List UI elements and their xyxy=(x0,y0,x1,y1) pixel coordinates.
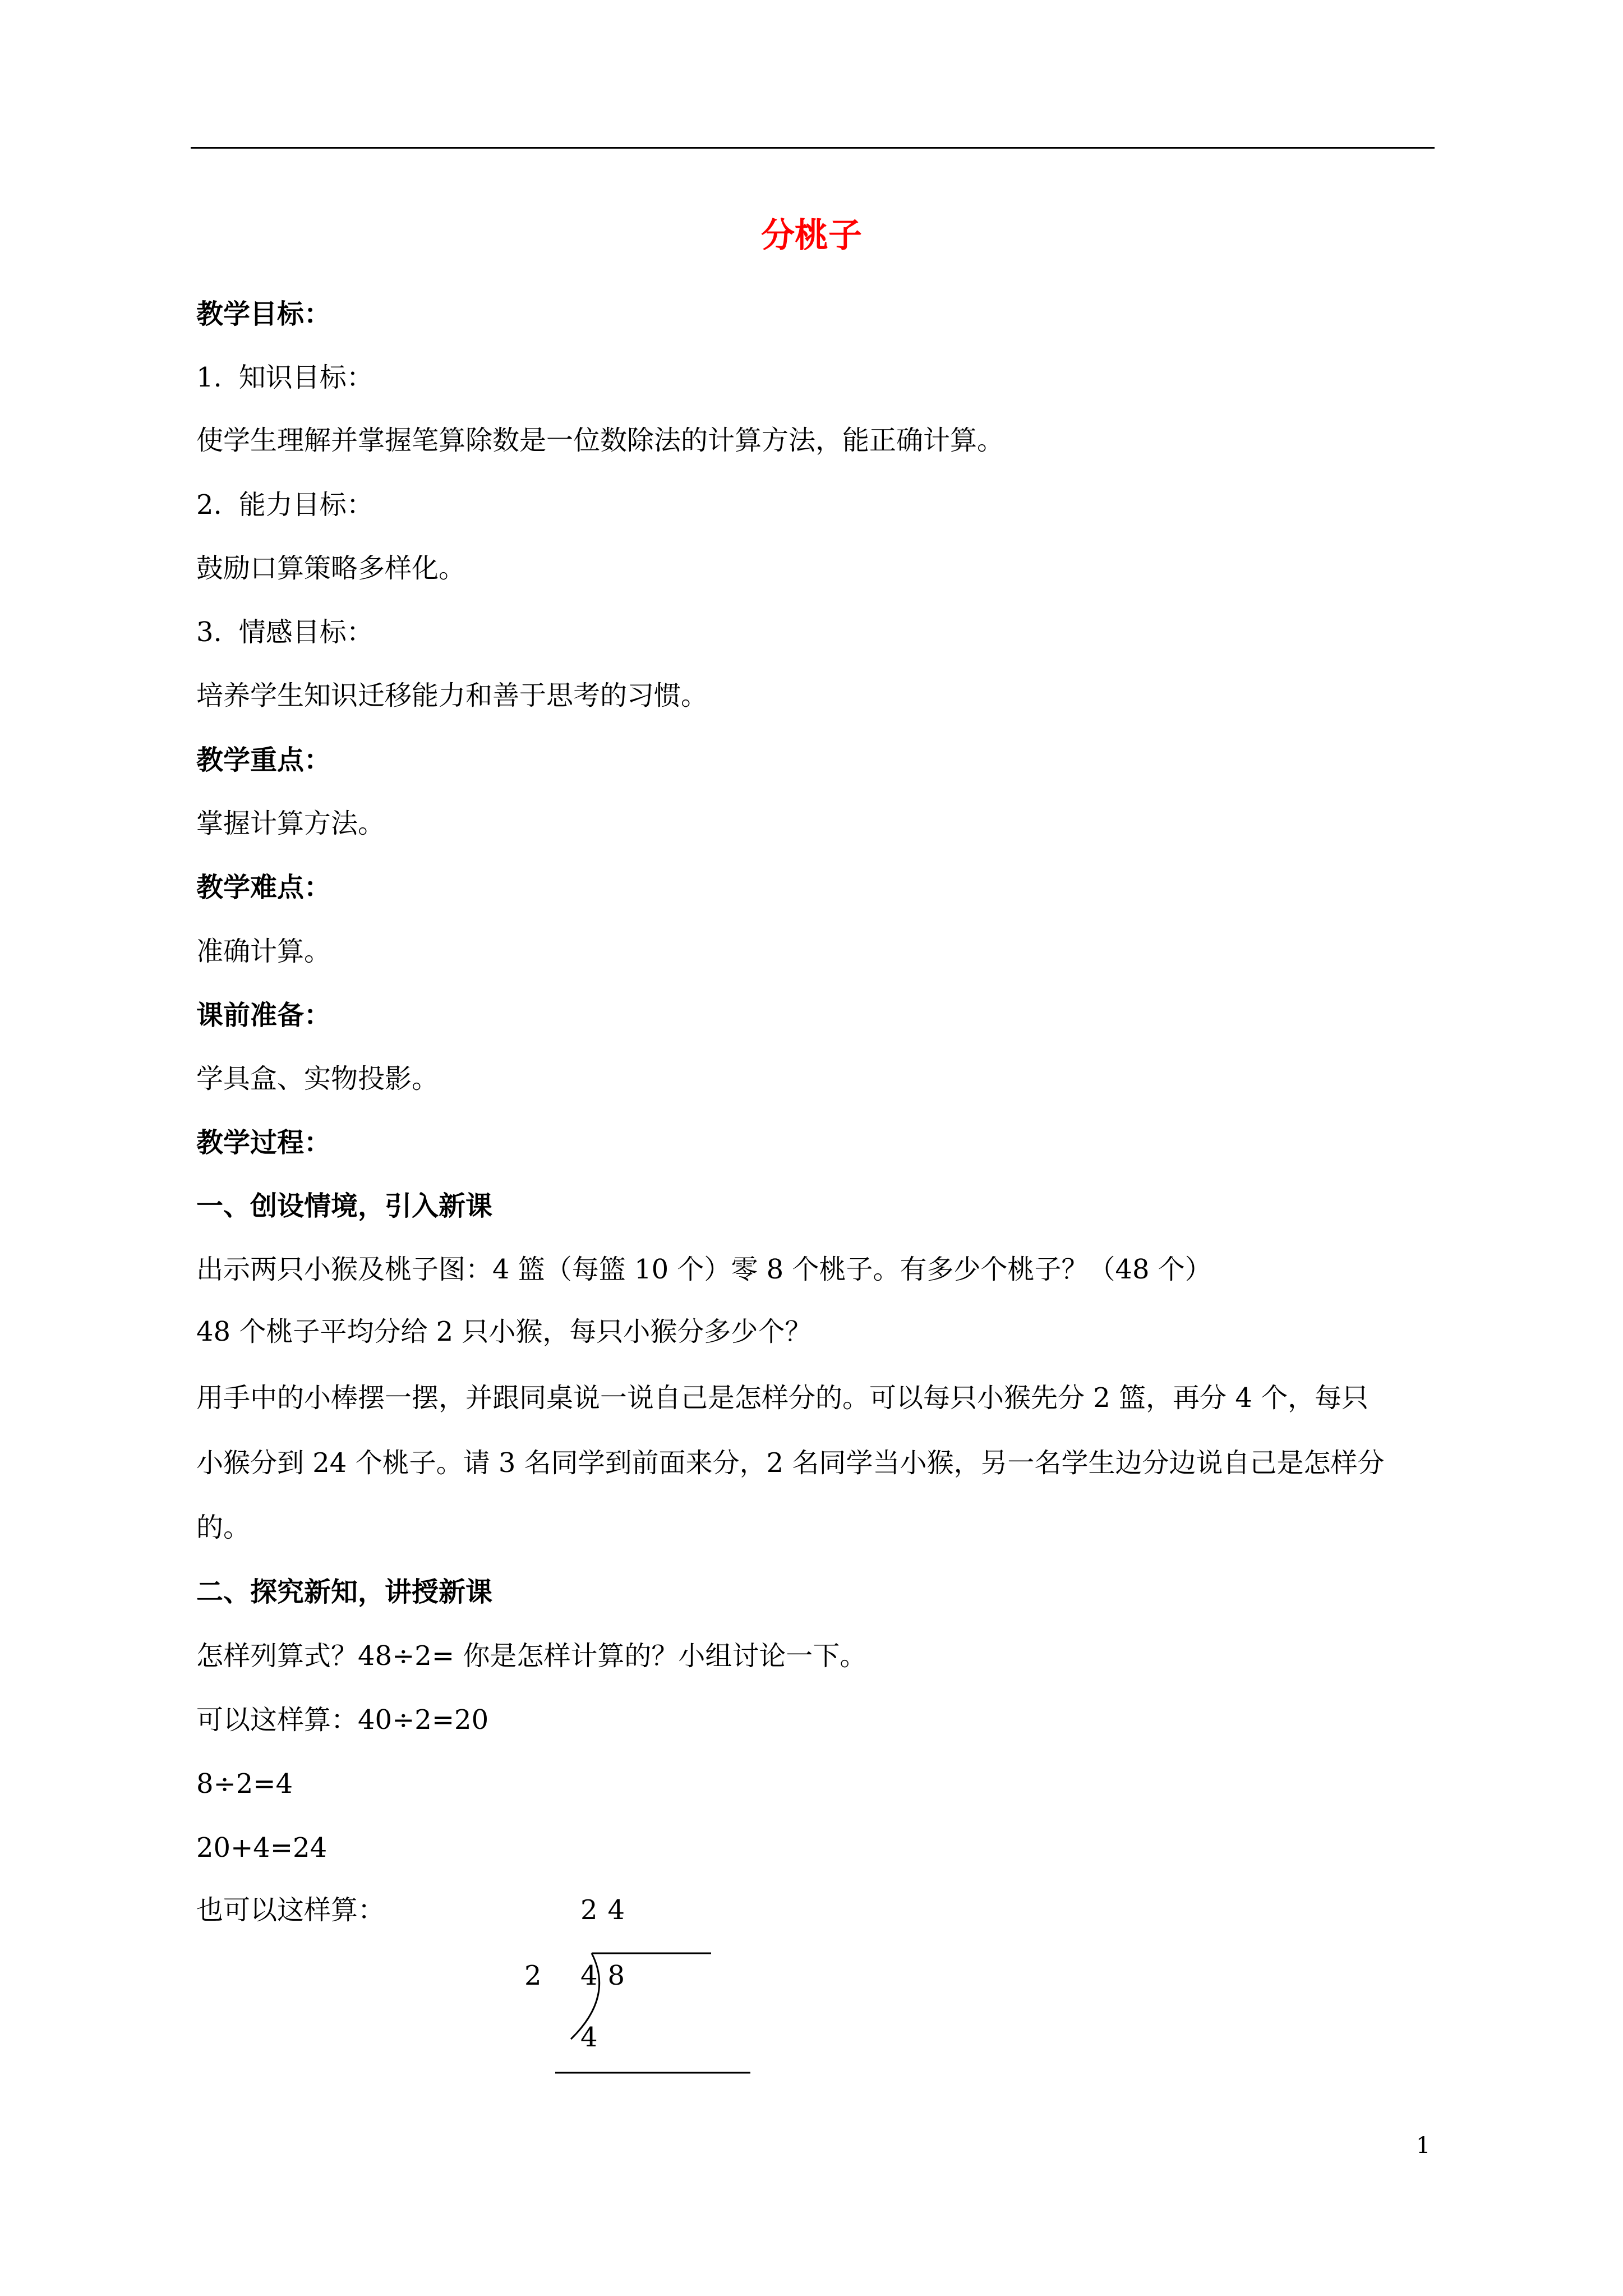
section2-paragraph-3: 8÷2=4 xyxy=(196,1768,293,1800)
goal3-text: 培养学生知识迁移能力和善于思考的习惯。 xyxy=(196,680,708,711)
section2-heading: 二、探究新知，讲授新课 xyxy=(196,1576,493,1608)
goal1-number: 1. xyxy=(196,362,222,393)
section2-paragraph-1: 怎样列算式？48÷2= 你是怎样计算的？小组讨论一下。 xyxy=(196,1640,867,1672)
section1-paragraph-3-line-1: 用手中的小棒摆一摆，并跟同桌说一说自己是怎样分的。可以每只小猴先分 2 篮，再分 4 个，每只 xyxy=(196,1382,1369,1414)
key-text: 掌握计算方法。 xyxy=(196,808,385,839)
document-title: 分桃子 xyxy=(761,216,862,255)
difficulty-text: 准确计算。 xyxy=(196,936,331,967)
goal2-number: 2. xyxy=(196,489,222,521)
goal2-label xyxy=(196,488,374,522)
section1-paragraph-3-line-2: 小猴分到 24 个桃子。请 3 名同学到前面来分，2 名同学当小猴，另一名学生边分边说自己是怎样分 xyxy=(196,1447,1385,1479)
goal2-label-text: 能力目标： xyxy=(238,489,374,521)
goal1-label xyxy=(196,361,374,394)
process-heading: 教学过程： xyxy=(196,1127,331,1158)
section1-heading: 一、创设情境，引入新课 xyxy=(196,1190,493,1222)
header-rule xyxy=(191,147,1435,149)
section2-paragraph-5: 也可以这样算： xyxy=(196,1894,385,1926)
long-division-product: 4 xyxy=(580,2022,598,2053)
goal3-label-text: 情感目标： xyxy=(238,616,374,648)
goal3-number: 3. xyxy=(196,616,222,648)
goal1-label-text: 知识目标： xyxy=(238,362,374,393)
section2-paragraph-4: 20+4=24 xyxy=(196,1832,328,1864)
difficulty-heading: 教学难点： xyxy=(196,872,331,903)
prep-text: 学具盒、实物投影。 xyxy=(196,1063,439,1094)
section1-paragraph-3-line-3: 的。 xyxy=(196,1512,251,1543)
goal3-label xyxy=(196,615,374,649)
long-division-dividend: 48 xyxy=(580,1960,635,1991)
key-heading: 教学重点： xyxy=(196,744,331,776)
goals-heading: 教学目标： xyxy=(196,298,331,330)
page-number: 1 xyxy=(1416,2133,1431,2159)
long-division-quotient: 24 xyxy=(580,1894,635,1926)
prep-heading: 课前准备： xyxy=(196,1000,331,1031)
section2-paragraph-2: 可以这样算：40÷2=20 xyxy=(196,1704,489,1736)
long-division-divisor: 2 xyxy=(524,1960,542,1991)
goal1-text: 使学生理解并掌握笔算除数是一位数除法的计算方法，能正确计算。 xyxy=(196,425,1004,456)
section1-paragraph-1: 出示两只小猴及桃子图：4 篮（每篮 10 个）零 8 个桃子。有多少个桃子？（48 个） xyxy=(196,1254,1212,1285)
goal2-text: 鼓励口算策略多样化。 xyxy=(196,553,466,584)
section1-paragraph-2: 48 个桃子平均分给 2 只小猴，每只小猴分多少个？ xyxy=(196,1316,812,1347)
